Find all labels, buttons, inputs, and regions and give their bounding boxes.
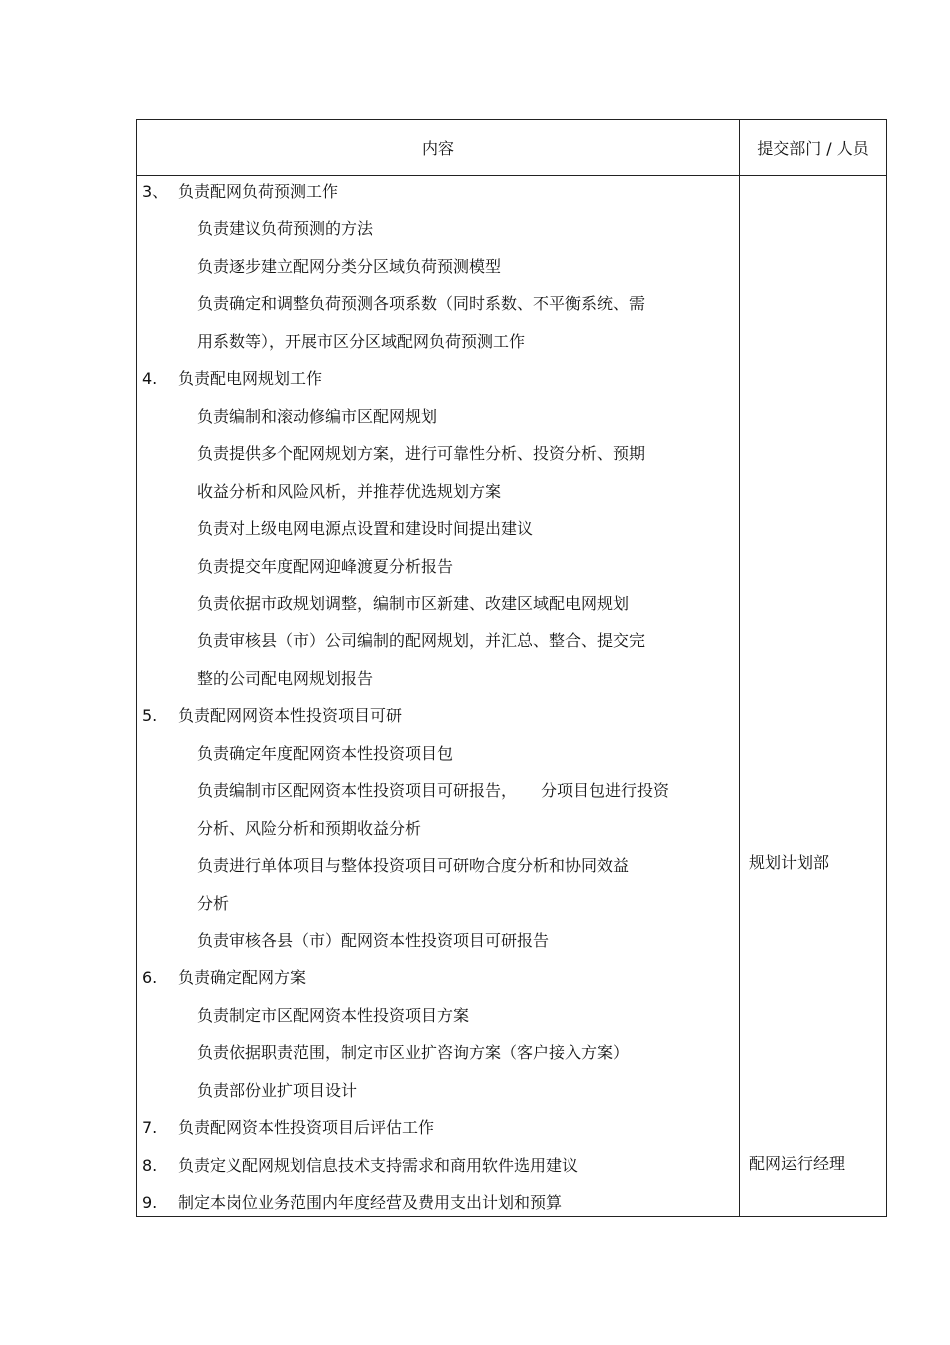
list-item bbox=[197, 781, 669, 801]
section-heading bbox=[142, 706, 402, 726]
section-heading bbox=[142, 1193, 562, 1213]
dept-ops-manager: 配网运行经理 bbox=[749, 1154, 846, 1173]
list-item bbox=[197, 519, 533, 539]
list-item bbox=[197, 669, 373, 689]
list-item bbox=[197, 894, 229, 914]
line-text: 分析 bbox=[197, 893, 230, 913]
line-text: 收益分析和风险风析，并推荐优选规划方案 bbox=[197, 481, 502, 501]
section-heading bbox=[142, 968, 306, 988]
section-heading bbox=[142, 1118, 434, 1138]
section-heading bbox=[142, 369, 322, 389]
line-text: 负责确定年度配网资本性投资项目包 bbox=[197, 743, 454, 763]
line-text: 负责配网负荷预测工作 bbox=[178, 182, 339, 201]
line-text: 分析、风险分析和预期收益分析 bbox=[197, 818, 422, 838]
line-text: 负责提交年度配网迎峰渡夏分析报告 bbox=[197, 556, 454, 576]
section-number: 5. bbox=[142, 706, 158, 726]
line-text: 负责建议负荷预测的方法 bbox=[197, 219, 374, 239]
list-item bbox=[197, 557, 453, 577]
list-item bbox=[197, 856, 629, 876]
section-number: 3、 bbox=[142, 182, 169, 201]
line-text: 负责配网网资本性投资项目可研 bbox=[178, 706, 403, 726]
list-item bbox=[197, 219, 373, 239]
line-text: 制定本岗位业务范围内年度经营及费用支出计划和预算 bbox=[178, 1193, 563, 1213]
line-text: 负责配网资本性投资项目后评估工作 bbox=[178, 1118, 435, 1138]
section-number: 8. bbox=[142, 1155, 158, 1175]
list-item bbox=[197, 332, 525, 352]
list-item bbox=[197, 482, 501, 502]
section-heading bbox=[142, 1156, 578, 1176]
line-text: 负责编制市区配网资本性投资项目可研报告， 分项目包进行投资 bbox=[197, 781, 670, 801]
list-item bbox=[197, 294, 645, 314]
line-text: 负责提供多个配网规划方案，进行可靠性分析、投资分析、预期 bbox=[197, 444, 646, 464]
header-content: 内容 bbox=[421, 139, 454, 158]
list-item bbox=[197, 444, 645, 464]
line-text: 负责制定市区配网资本性投资项目方案 bbox=[197, 1005, 470, 1025]
section-number: 6. bbox=[142, 968, 158, 988]
line-text: 负责部份业扩项目设计 bbox=[197, 1080, 358, 1100]
section-number: 9. bbox=[142, 1193, 158, 1213]
line-text: 整的公司配电网规划报告 bbox=[197, 668, 374, 688]
list-item bbox=[197, 744, 453, 764]
section-number: 4. bbox=[142, 369, 158, 389]
list-item bbox=[197, 819, 421, 839]
line-text: 负责配电网规划工作 bbox=[178, 369, 323, 389]
line-text: 用系数等），开展市区分区域配网负荷预测工作 bbox=[197, 331, 526, 351]
list-item bbox=[197, 407, 437, 427]
line-text: 负责定义配网规划信息技术支持需求和商用软件选用建议 bbox=[178, 1155, 579, 1175]
header-divider bbox=[137, 175, 886, 176]
line-text: 负责编制和滚动修编市区配网规划 bbox=[197, 406, 438, 426]
list-item bbox=[197, 594, 629, 614]
dept-planning: 规划计划部 bbox=[749, 853, 830, 872]
responsibility-table bbox=[136, 119, 887, 1217]
line-text: 负责逐步建立配网分类分区域负荷预测模型 bbox=[197, 256, 502, 276]
column-divider bbox=[739, 120, 740, 1216]
line-text: 负责确定配网方案 bbox=[178, 968, 307, 988]
list-item bbox=[197, 931, 549, 951]
section-heading bbox=[142, 182, 338, 202]
section-number: 7. bbox=[142, 1118, 158, 1138]
line-text: 负责确定和调整负荷预测各项系数（同时系数、不平衡系统、需 bbox=[197, 294, 646, 314]
list-item bbox=[197, 1081, 357, 1101]
list-item bbox=[197, 257, 501, 277]
line-text: 负责依据职责范围，制定市区业扩咨询方案（客户接入方案） bbox=[197, 1043, 630, 1063]
line-text: 负责依据市政规划调整，编制市区新建、改建区域配电网规划 bbox=[197, 593, 630, 613]
line-text: 负责对上级电网电源点设置和建设时间提出建议 bbox=[197, 519, 534, 539]
list-item bbox=[197, 1043, 629, 1063]
line-text: 负责审核各县（市）配网资本性投资项目可研报告 bbox=[197, 931, 550, 950]
line-text: 负责审核县（市）公司编制的配网规划，并汇总、整合、提交完 bbox=[197, 631, 646, 651]
line-text: 负责进行单体项目与整体投资项目可研吻合度分析和协同效益 bbox=[197, 856, 630, 876]
list-item bbox=[197, 1006, 469, 1026]
list-item bbox=[197, 631, 645, 651]
header-dept: 提交部门 / 人员 bbox=[757, 139, 869, 158]
